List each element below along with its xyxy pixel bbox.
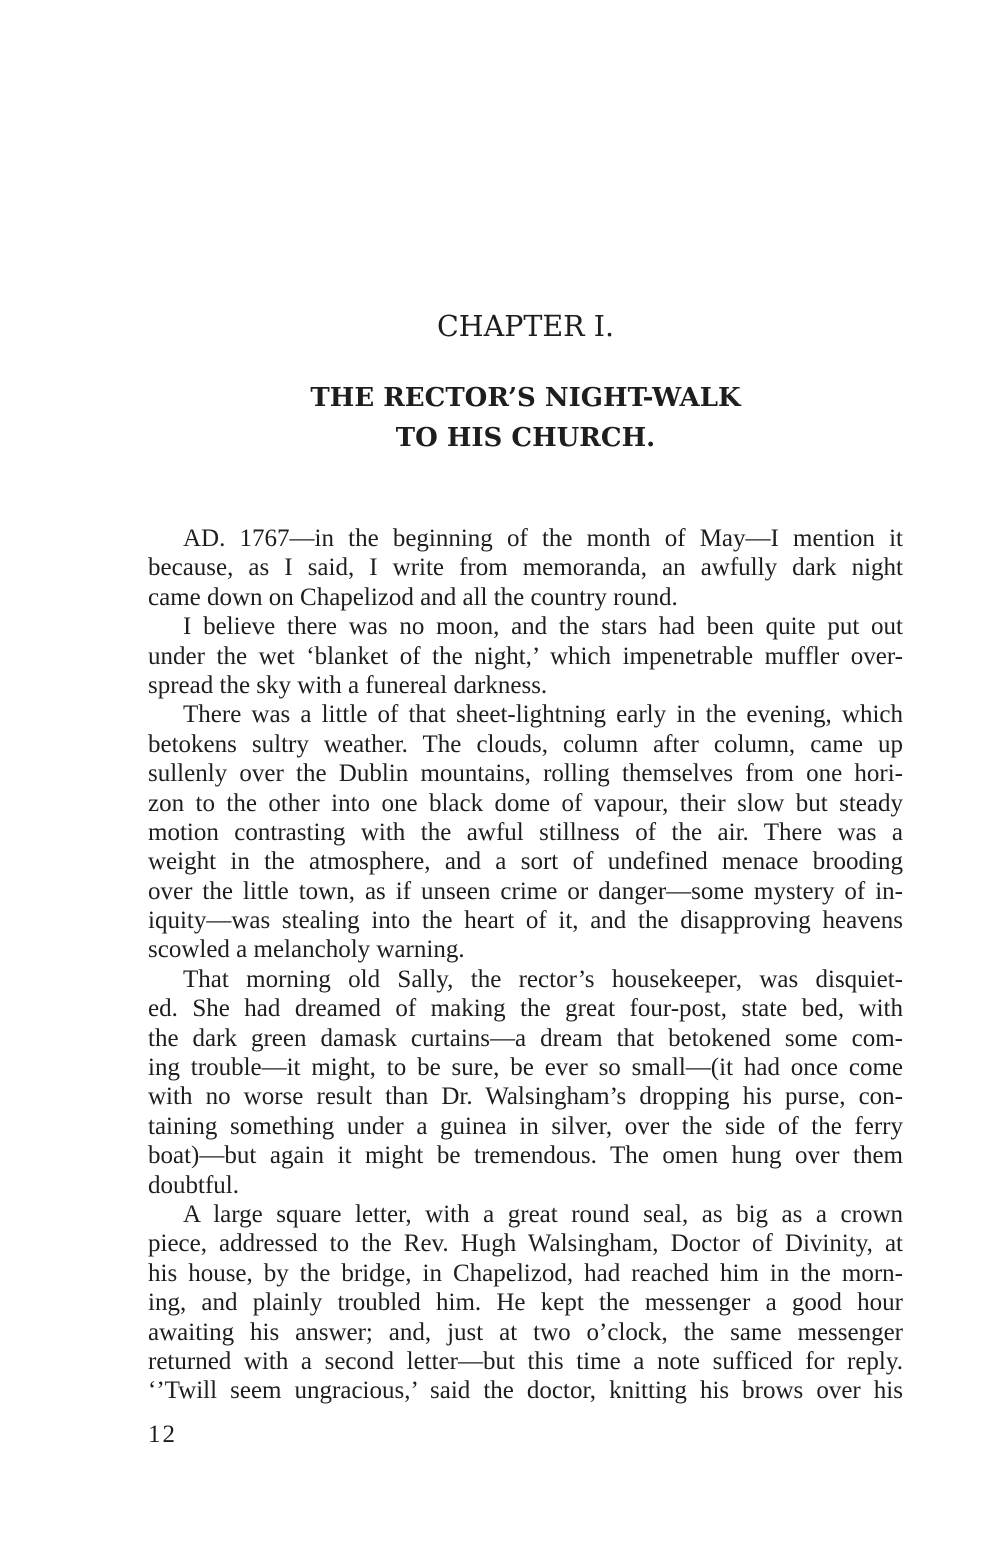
text-line: ing, and plainly troubled him. He kept the messenger a good hour bbox=[148, 1289, 903, 1317]
text-line: iquity—was stealing into the heart of it, and the disapproving heavens bbox=[148, 907, 903, 935]
text-line: spread the sky with a funereal darkness. bbox=[148, 671, 548, 699]
page-number: 12 bbox=[148, 1421, 177, 1448]
text-line: ing trouble—it might, to be sure, be ever so small—(it had once come bbox=[148, 1054, 903, 1082]
text-line: came down on Chapelizod and all the country round. bbox=[148, 583, 678, 611]
paragraph bbox=[148, 1200, 903, 1406]
text-line: the dark green damask curtains—a dream that betokened some com- bbox=[148, 1024, 903, 1052]
text-line: That morning old Sally, the rector’s housekeeper, was disquiet- bbox=[183, 965, 903, 993]
text-line: returned with a second letter—but this time a note sufficed for reply. bbox=[148, 1347, 903, 1375]
chapter-title-line: TO HIS CHURCH. bbox=[395, 423, 656, 453]
text-line: I believe there was no moon, and the stars had been quite put out bbox=[183, 613, 903, 641]
text-line: A large square letter, with a great round seal, as big as a crown bbox=[183, 1200, 903, 1228]
chapter-title bbox=[148, 378, 903, 458]
text-line: sullenly over the Dublin mountains, rolling themselves from one hori- bbox=[148, 760, 903, 788]
text-line: There was a little of that sheet-lightning early in the evening, which bbox=[183, 701, 903, 729]
text-line: doubtful. bbox=[148, 1171, 239, 1199]
paragraph bbox=[148, 965, 903, 1200]
text-line: under the wet ‘blanket of the night,’ which impenetrable muffler over- bbox=[148, 642, 903, 670]
paragraph bbox=[148, 612, 903, 700]
chapter-number: CHAPTER I. bbox=[436, 310, 615, 343]
text-line: over the little town, as if unseen crime or danger—some mystery of in- bbox=[148, 877, 903, 905]
text-line: ed. She had dreamed of making the great four-post, state bed, with bbox=[148, 995, 903, 1023]
text-line: zon to the other into one black dome of vapour, their slow but steady bbox=[148, 789, 903, 817]
body-text bbox=[148, 524, 903, 1406]
text-line: his house, by the bridge, in Chapelizod, had reached him in the morn- bbox=[148, 1259, 903, 1287]
text-line: scowled a melancholy warning. bbox=[148, 936, 465, 964]
text-line: weight in the atmosphere, and a sort of undefined menace brooding bbox=[148, 848, 903, 876]
text-line: piece, addressed to the Rev. Hugh Walsingham, Doctor of Divinity, at bbox=[148, 1230, 903, 1258]
text-line: because, as I said, I write from memoranda, an awfully dark night bbox=[148, 554, 903, 582]
paragraph bbox=[148, 700, 903, 965]
text-line: AD. 1767—in the beginning of the month of May—I mention it bbox=[183, 525, 903, 552]
chapter-title-line: THE RECTOR’S NIGHT-WALK bbox=[310, 383, 741, 413]
text-line: taining something under a guinea in silver, over the side of the ferry bbox=[148, 1112, 903, 1140]
text-line: betokens sultry weather. The clouds, column after column, came up bbox=[148, 730, 903, 758]
text-line: ‘’Twill seem ungracious,’ said the doctor, knitting his brows over his bbox=[148, 1377, 903, 1405]
text-line: with no worse result than Dr. Walsingham’s dropping his purse, con- bbox=[148, 1083, 903, 1111]
text-line: boat)—but again it might be tremendous. The omen hung over them bbox=[148, 1142, 903, 1170]
text-line: motion contrasting with the awful stillness of the air. There was a bbox=[148, 818, 903, 846]
text-line: awaiting his answer; and, just at two o’clock, the same messenger bbox=[148, 1318, 903, 1346]
paragraph bbox=[148, 524, 903, 612]
